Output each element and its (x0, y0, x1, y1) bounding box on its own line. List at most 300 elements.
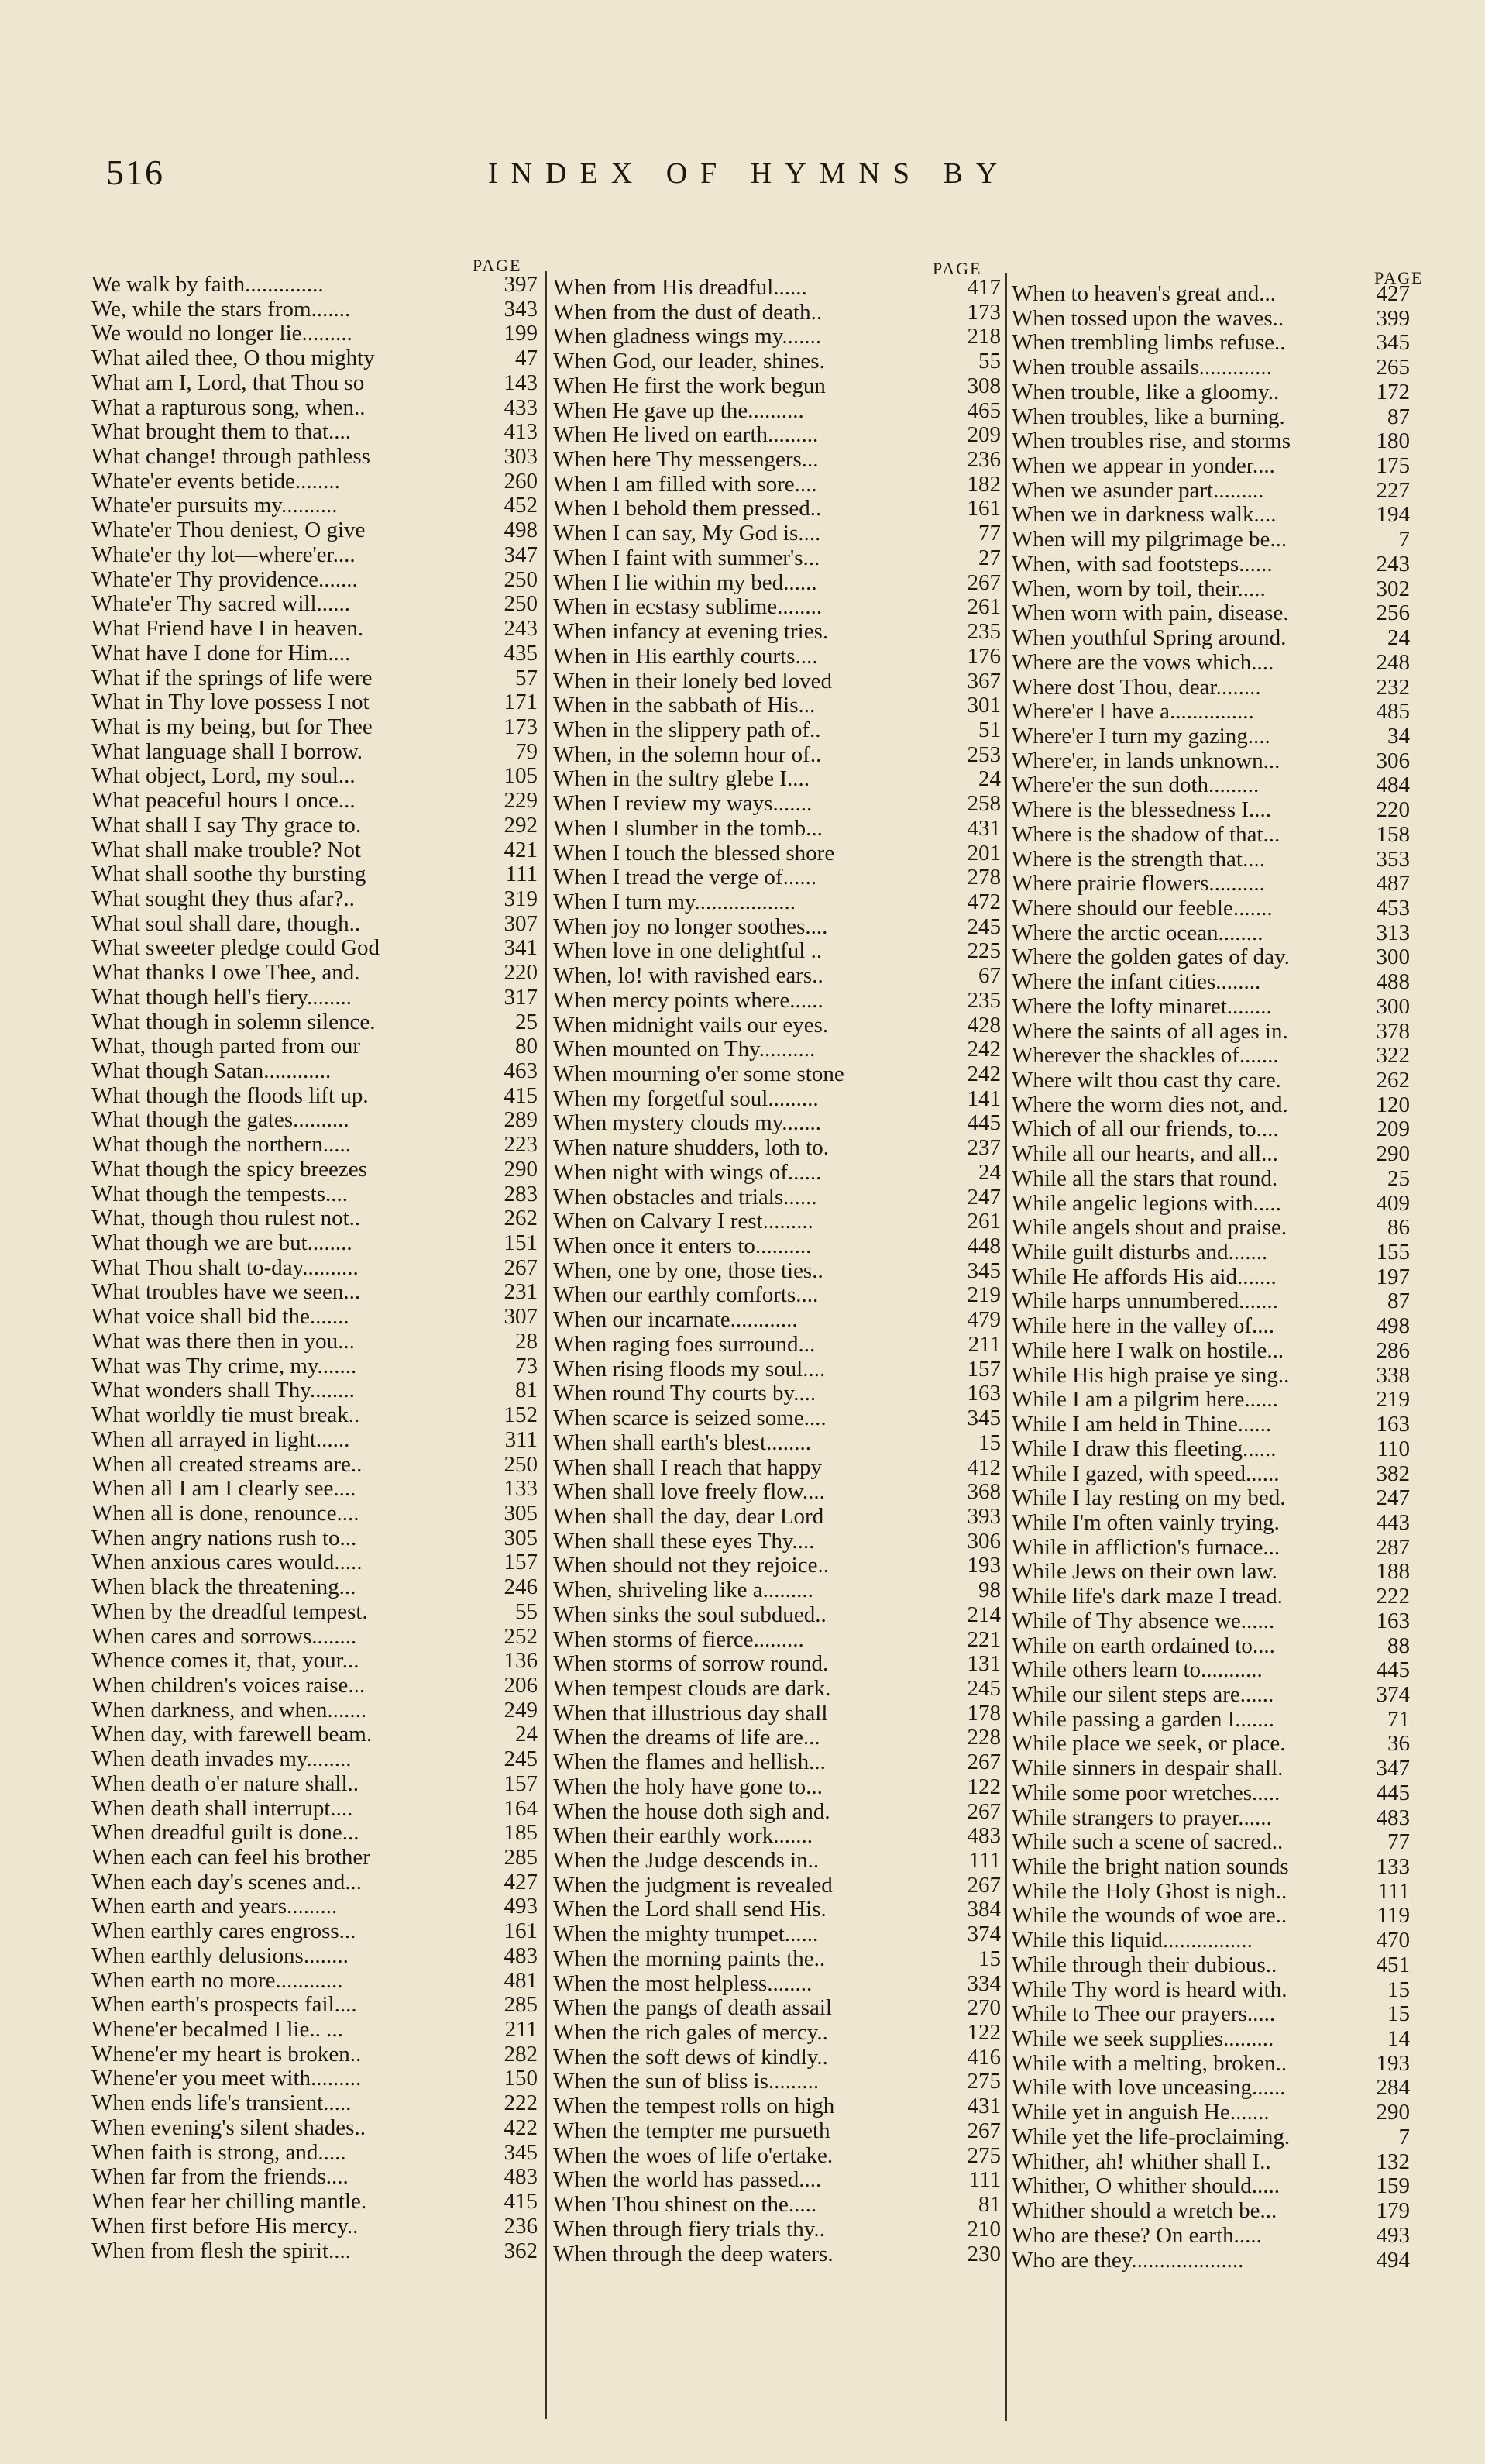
hymn-first-line: Where should our feeble....... (1012, 896, 1273, 921)
hymn-first-line: While He affords His aid....... (1012, 1265, 1277, 1289)
hymn-first-line: What thanks I owe Thee, and. (91, 961, 360, 986)
index-entry (1012, 749, 1410, 774)
page-reference: 393 (967, 1504, 1001, 1529)
index-entry (91, 1698, 538, 1723)
index-entry (553, 1259, 1001, 1284)
index-entry (1012, 1241, 1410, 1265)
hymn-first-line: When nature shudders, loth to. (553, 1136, 829, 1161)
hymn-first-line: When all is done, renounce.... (91, 1501, 359, 1526)
index-entry (1012, 2125, 1410, 2150)
index-entry (91, 2042, 538, 2067)
index-entry (553, 1382, 1001, 1406)
page-reference: 214 (967, 1602, 1001, 1627)
hymn-first-line: When dreadful guilt is done... (91, 1821, 359, 1846)
index-entry (91, 1649, 538, 1674)
hymn-first-line: When obstacles and trials...... (553, 1185, 817, 1210)
hymn-first-line: What ailed thee, O thou mighty (91, 346, 375, 371)
hymn-first-line: Whither, O whither should..... (1012, 2174, 1280, 2199)
page-reference: 262 (1376, 1069, 1410, 1093)
page-reference: 55 (515, 1599, 538, 1624)
page-reference: 307 (504, 1305, 538, 1330)
index-entry (91, 445, 538, 470)
index-entry (1012, 1536, 1410, 1561)
index-entry (553, 1406, 1001, 1431)
index-entry (553, 2168, 1001, 2193)
hymn-first-line: What, though thou rulest not.. (91, 1206, 361, 1231)
page-reference: 249 (504, 1698, 538, 1722)
hymn-first-line: While angels shout and praise. (1012, 1216, 1287, 1241)
hymn-first-line: When should not they rejoice.. (553, 1554, 829, 1578)
index-entry (91, 814, 538, 838)
hymn-first-line: We would no longer lie......... (91, 322, 352, 346)
page-reference: 222 (1376, 1585, 1410, 1609)
hymn-first-line: When I touch the blessed shore (553, 841, 835, 865)
page-reference: 51 (978, 718, 1001, 742)
hymn-first-line: When the judgment is revealed (553, 1873, 833, 1898)
page-reference: 81 (515, 1378, 538, 1403)
hymn-first-line: When shall these eyes Thy.... (553, 1529, 815, 1554)
index-entry (553, 1234, 1001, 1259)
hymn-first-line: When I lie within my bed...... (553, 570, 817, 595)
page-reference: 110 (1377, 1437, 1410, 1461)
hymn-first-line: While place we seek, or place. (1012, 1732, 1286, 1757)
index-entry (553, 1849, 1001, 1874)
index-entry (553, 743, 1001, 768)
hymn-first-line: When on Calvary I rest......... (553, 1210, 813, 1234)
page-reference: 250 (504, 592, 538, 617)
page-reference: 417 (967, 276, 1001, 300)
hymn-first-line: Whate'er pursuits my.......... (91, 494, 338, 518)
index-entry (91, 1034, 538, 1059)
page-reference: 73 (515, 1354, 538, 1378)
page-reference: 163 (967, 1382, 1001, 1406)
hymn-first-line: While some poor wretches..... (1012, 1781, 1280, 1805)
index-entry (553, 1505, 1001, 1530)
index-entry (91, 470, 538, 494)
page-reference: 119 (1377, 1904, 1410, 1929)
hymn-first-line: When the house doth sigh and. (553, 1799, 830, 1824)
hymn-first-line: While I am a pilgrim here...... (1012, 1388, 1278, 1413)
page-reference: 132 (1376, 2149, 1410, 2174)
page-reference: 384 (967, 1898, 1001, 1922)
page-reference: 81 (978, 2193, 1001, 2218)
index-entry (553, 718, 1001, 743)
page-reference: 206 (504, 1673, 538, 1698)
hymn-first-line: Where prairie flowers.......... (1012, 872, 1265, 896)
hymn-first-line: What in Thy love possess I not (91, 690, 370, 715)
index-entry (91, 1502, 538, 1526)
hymn-first-line: While I gazed, with speed...... (1012, 1461, 1280, 1486)
page-column-header: PAGE (1374, 268, 1424, 287)
page-reference: 267 (967, 1873, 1001, 1898)
hymn-first-line: What though the floods lift up. (91, 1083, 369, 1108)
hymn-first-line: When shall I reach that happy (553, 1455, 823, 1480)
page-reference: 362 (504, 2239, 538, 2263)
index-entry (91, 666, 538, 691)
hymn-first-line: While yet the life-proclaiming. (1012, 2125, 1291, 2149)
page-reference: 223 (504, 1133, 538, 1158)
index-entry (1012, 1167, 1410, 1192)
index-entry (553, 1480, 1001, 1505)
index-entry (91, 1722, 538, 1747)
hymn-first-line: When anxious cares would..... (91, 1550, 363, 1575)
index-entry (91, 1108, 538, 1133)
index-entry (91, 1256, 538, 1281)
index-entry (1012, 601, 1410, 626)
page-reference: 150 (504, 2067, 538, 2091)
page-reference: 483 (1376, 1805, 1410, 1830)
hymn-first-line: When children's voices raise... (91, 1673, 366, 1698)
page-reference: 57 (515, 666, 538, 690)
page-reference: 483 (504, 1943, 538, 1968)
page-reference: 143 (504, 370, 538, 395)
hymn-first-line: When the morning paints the.. (553, 1946, 826, 1971)
index-entry (1012, 2199, 1410, 2224)
page-reference: 27 (978, 545, 1001, 570)
index-entry (1012, 1462, 1410, 1487)
page-reference: 231 (504, 1280, 538, 1305)
page-reference: 256 (1376, 601, 1410, 626)
hymn-first-line: When the world has passed.... (553, 2168, 822, 2193)
index-entry (1012, 1880, 1410, 1905)
index-entry (1012, 1757, 1410, 1781)
page-reference: 220 (1376, 798, 1410, 823)
index-entry (91, 1133, 538, 1158)
hymn-first-line: When in the sabbath of His... (553, 693, 816, 718)
hymn-first-line: Wherever the shackles of....... (1012, 1044, 1279, 1069)
index-entry (91, 1772, 538, 1797)
index-entry (1012, 970, 1410, 995)
page-reference: 341 (504, 936, 538, 961)
hymn-first-line: When the holy have gone to... (553, 1774, 823, 1799)
page-reference: 283 (504, 1182, 538, 1206)
index-entry (91, 273, 538, 298)
index-entry (553, 1013, 1001, 1038)
index-entry (553, 1333, 1001, 1358)
index-entry (1012, 700, 1410, 724)
page-reference: 173 (967, 300, 1001, 325)
index-entry (1012, 1978, 1410, 2003)
hymn-first-line: When death invades my........ (91, 1747, 352, 1772)
page-reference: 87 (1387, 404, 1410, 429)
hymn-first-line: Where the infant cities........ (1012, 970, 1261, 995)
index-entry (1012, 2174, 1410, 2199)
index-entry (91, 1747, 538, 1772)
page-reference: 77 (1387, 1830, 1410, 1855)
hymn-first-line: When earth's prospects fail.... (91, 1993, 357, 2018)
hymn-first-line: When rising floods my soul.... (553, 1357, 826, 1382)
hymn-first-line: When death o'er nature shall.. (91, 1771, 359, 1796)
hymn-first-line: While strangers to prayer...... (1012, 1805, 1272, 1830)
hymn-first-line: When joy no longer soothes.... (553, 914, 828, 939)
hymn-first-line: What brought them to that.... (91, 420, 352, 445)
index-entry (1012, 1806, 1410, 1831)
page-reference: 267 (967, 1750, 1001, 1775)
hymn-first-line: Who are these? On earth..... (1012, 2223, 1262, 2248)
index-entry (91, 1354, 538, 1379)
entry-list (91, 273, 538, 2263)
index-entry (91, 764, 538, 789)
page-reference: 270 (967, 1996, 1001, 2021)
page-reference: 88 (1387, 1633, 1410, 1658)
page-reference: 347 (504, 542, 538, 567)
page-reference: 67 (978, 964, 1001, 989)
index-entry (553, 693, 1001, 718)
hymn-first-line: When will my pilgrimage be... (1012, 528, 1287, 552)
hymn-first-line: When troubles rise, and storms (1012, 429, 1291, 454)
index-entry (1012, 1585, 1410, 1609)
index-entry (1012, 2027, 1410, 2052)
hymn-first-line: When the pangs of death assail (553, 1996, 832, 2021)
page-reference: 172 (1376, 380, 1410, 404)
page-reference: 443 (1376, 1510, 1410, 1535)
index-entry (1012, 896, 1410, 921)
page-reference: 368 (967, 1480, 1001, 1505)
page-reference: 225 (967, 939, 1001, 964)
hymn-first-line: When troubles, like a burning. (1012, 404, 1285, 429)
index-entry (1012, 995, 1410, 1020)
page-reference: 413 (504, 420, 538, 445)
page-reference: 267 (967, 2118, 1001, 2143)
page-reference: 229 (504, 789, 538, 814)
hymn-first-line: Who are they.................... (1012, 2248, 1244, 2273)
page-reference: 300 (1376, 945, 1410, 970)
index-entry (1012, 773, 1410, 798)
page-reference: 159 (1376, 2174, 1410, 2199)
hymn-first-line: When trouble assails............. (1012, 356, 1272, 380)
index-entry (553, 301, 1001, 325)
index-entry (1012, 1658, 1410, 1683)
page-reference: 311 (504, 1427, 538, 1452)
page-reference: 483 (504, 2165, 538, 2190)
page-reference: 452 (504, 494, 538, 518)
hymn-first-line: What sweeter pledge could God (91, 936, 380, 961)
hymn-first-line: When in His earthly courts.... (553, 644, 818, 669)
hymn-first-line: While the wounds of woe are.. (1012, 1904, 1287, 1929)
page-reference: 185 (504, 1821, 538, 1846)
hymn-first-line: What have I done for Him.... (91, 641, 351, 666)
hymn-first-line: When my forgetful soul......... (553, 1086, 819, 1111)
hymn-first-line: While the Holy Ghost is nigh.. (1012, 1879, 1287, 1904)
index-entry (1012, 798, 1410, 823)
page-reference: 247 (967, 1185, 1001, 1210)
page-reference: 151 (504, 1231, 538, 1256)
hymn-first-line: What object, Lord, my soul... (91, 764, 356, 789)
page-reference: 282 (504, 2042, 538, 2067)
page-reference: 427 (1376, 282, 1410, 306)
index-entry (1012, 1732, 1410, 1757)
index-entry (1012, 2076, 1410, 2101)
hymn-first-line: What wonders shall Thy........ (91, 1378, 355, 1403)
index-entry (1012, 2002, 1410, 2027)
page-reference: 472 (967, 890, 1001, 914)
page-reference: 218 (967, 325, 1001, 349)
hymn-first-line: When earthly cares engross... (91, 1919, 356, 1944)
page-reference: 433 (504, 395, 538, 420)
page-reference: 34 (1387, 724, 1410, 748)
page-reference: 120 (1376, 1093, 1410, 1117)
index-entry (91, 1059, 538, 1084)
hymn-first-line: When shall the day, dear Lord (553, 1504, 824, 1529)
hymn-first-line: Where is the shadow of that... (1012, 822, 1280, 847)
index-entry (553, 1603, 1001, 1628)
index-entry (1012, 1069, 1410, 1093)
index-entry (91, 1600, 538, 1625)
hymn-first-line: What though the spicy breezes (91, 1157, 367, 1182)
hymn-first-line: When death shall interrupt.... (91, 1796, 353, 1821)
index-entry (91, 568, 538, 593)
page-reference: 451 (1376, 1953, 1410, 1977)
index-entry (91, 912, 538, 937)
page-reference: 161 (504, 1919, 538, 1944)
index-entry (553, 1358, 1001, 1382)
index-entry (553, 1308, 1001, 1333)
index-entry (1012, 848, 1410, 872)
page-reference: 201 (967, 841, 1001, 865)
page-column-header: PAGE (473, 256, 522, 275)
index-entry (1012, 1634, 1410, 1659)
page-reference: 242 (967, 1038, 1001, 1062)
hymn-first-line: Where the worm dies not, and. (1012, 1093, 1288, 1117)
index-entry (91, 2165, 538, 2190)
index-entry (553, 841, 1001, 866)
index-entry (1012, 1216, 1410, 1241)
page-reference: 193 (967, 1554, 1001, 1578)
hymn-first-line: While all our hearts, and all... (1012, 1142, 1278, 1167)
index-entry (1012, 724, 1410, 749)
hymn-first-line: When the dreams of life are... (553, 1726, 820, 1750)
index-entry (553, 817, 1001, 841)
hymn-first-line: Whate'er Thy providence....... (91, 567, 358, 592)
hymn-first-line: When faith is strong, and..... (91, 2140, 346, 2165)
index-entry (1012, 1314, 1410, 1339)
index-entry (553, 1456, 1001, 1481)
page-reference: 158 (1376, 822, 1410, 847)
hymn-first-line: When youthful Spring around. (1012, 626, 1287, 651)
hymn-first-line: When the Lord shall send His. (553, 1898, 827, 1922)
index-entry (1012, 2150, 1410, 2175)
page-reference: 319 (504, 886, 538, 911)
hymn-first-line: When angry nations rush to... (91, 1526, 357, 1550)
hymn-first-line: What language shall I borrow. (91, 739, 363, 764)
index-entry (91, 740, 538, 765)
page-reference: 488 (1376, 970, 1410, 995)
index-entry (553, 349, 1001, 374)
page-reference: 258 (967, 792, 1001, 817)
hymn-first-line: What worldly tie must break.. (91, 1403, 360, 1428)
page-reference: 306 (1376, 748, 1410, 773)
page-reference: 290 (1376, 2101, 1410, 2125)
hymn-first-line: When, shriveling like a......... (553, 1578, 813, 1603)
hymn-first-line: When I review my ways....... (553, 792, 813, 817)
index-entry (91, 986, 538, 1010)
index-entry (553, 1947, 1001, 1972)
page-reference: 237 (967, 1136, 1001, 1161)
hymn-first-line: When through the deep waters. (553, 2242, 834, 2266)
page-reference: 301 (967, 693, 1001, 718)
index-entry (553, 448, 1001, 473)
hymn-first-line: While to Thee our prayers..... (1012, 2002, 1276, 2027)
index-entry (91, 961, 538, 986)
index-entry (91, 2239, 538, 2264)
page-reference: 228 (967, 1726, 1001, 1750)
page-reference: 484 (1376, 773, 1410, 798)
index-entry (1012, 1486, 1410, 1511)
page-reference: 412 (967, 1455, 1001, 1480)
page-reference: 219 (967, 1283, 1001, 1308)
index-entry (91, 1969, 538, 1994)
page-reference: 428 (967, 1013, 1001, 1038)
hymn-first-line: Where'er the sun doth......... (1012, 773, 1260, 798)
page-reference: 28 (515, 1329, 538, 1354)
hymn-first-line: Whene'er my heart is broken.. (91, 2042, 362, 2067)
index-entry (553, 1554, 1001, 1578)
index-entry (553, 620, 1001, 645)
page-reference: 345 (967, 1406, 1001, 1431)
hymn-first-line: When our incarnate............ (553, 1308, 798, 1333)
page-reference: 307 (504, 911, 538, 936)
page-reference: 235 (967, 988, 1001, 1013)
index-entry (1012, 1289, 1410, 1314)
index-entry (553, 1628, 1001, 1653)
hymn-first-line: When black the threatening... (91, 1575, 356, 1600)
page-reference: 155 (1376, 1241, 1410, 1265)
page-reference: 448 (967, 1234, 1001, 1259)
page-reference: 230 (967, 2242, 1001, 2266)
hymn-first-line: When fear her chilling mantle. (91, 2190, 367, 2215)
index-entry (91, 543, 538, 568)
index-entry (553, 939, 1001, 964)
index-entry (553, 1800, 1001, 1825)
hymn-first-line: When all I am I clearly see.... (91, 1477, 356, 1502)
hymn-first-line: When in the slippery path of.. (553, 718, 821, 742)
hymn-first-line: While His high praise ye sing.. (1012, 1363, 1290, 1388)
page-reference: 98 (978, 1578, 1001, 1603)
hymn-first-line: What Thou shalt to-day.......... (91, 1255, 359, 1280)
index-entry (553, 1726, 1001, 1750)
index-entry (91, 592, 538, 617)
index-entry (1012, 1413, 1410, 1437)
page-reference: 219 (1376, 1388, 1410, 1413)
index-entry (553, 325, 1001, 349)
hymn-first-line: While I draw this fleeting...... (1012, 1437, 1277, 1461)
index-entry (1012, 307, 1410, 332)
hymn-first-line: Whate'er Thy sacred will...... (91, 592, 351, 617)
index-entry (553, 571, 1001, 596)
hymn-first-line: While I am held in Thine...... (1012, 1413, 1272, 1437)
page-reference: 334 (967, 1971, 1001, 1996)
hymn-first-line: What troubles have we seen... (91, 1280, 361, 1305)
index-entry (91, 2190, 538, 2215)
index-entry (1012, 1265, 1410, 1290)
page-reference: 122 (967, 1774, 1001, 1799)
index-entry (91, 1894, 538, 1919)
page-reference: 176 (967, 644, 1001, 669)
hymn-first-line: When to heaven's great and... (1012, 282, 1277, 306)
page-reference: 111 (505, 862, 538, 887)
hymn-first-line: When infancy at evening tries. (553, 620, 829, 645)
hymn-first-line: Where are the vows which.... (1012, 650, 1274, 675)
index-entry (553, 2094, 1001, 2119)
index-entry (91, 936, 538, 961)
page-reference: 285 (504, 1993, 538, 2018)
index-entry (1012, 2249, 1410, 2273)
index-entry (553, 546, 1001, 571)
hymn-first-line: When I faint with summer's... (553, 545, 820, 570)
hymn-first-line: Where is the blessedness I.... (1012, 798, 1272, 823)
page-reference: 163 (1376, 1609, 1410, 1633)
index-entry (91, 1305, 538, 1330)
